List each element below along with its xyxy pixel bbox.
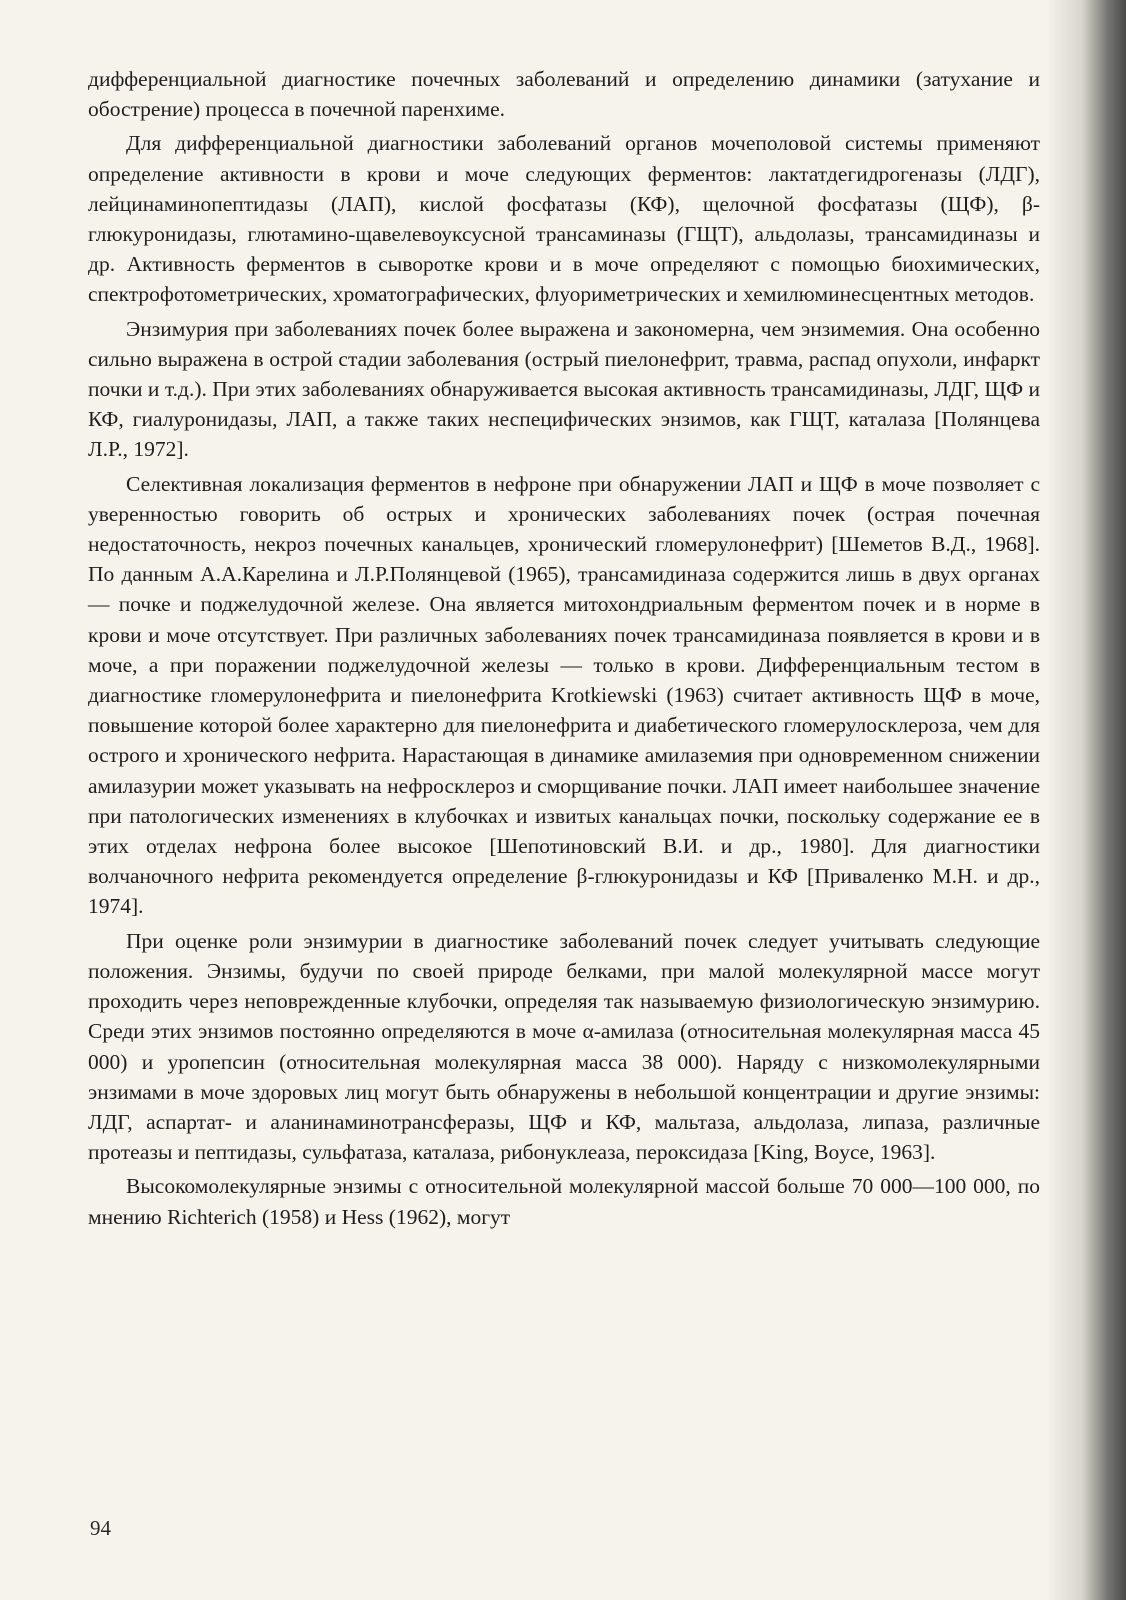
paragraph-assessment: При оценке роли энзимурии в диагностике заболеваний почек следует учитывать следующие положения. Энзимы, будучи по своей природе белками, при малой молекулярной массе могут проходить через неповрежденные клубочки, определяя так называемую физиологическую энзимурию. Среди этих энзимов постоянно определяются в моче α-амилаза (относительная молекулярная масса 45 000) и уропепсин (относительная молекулярная масса 38 000). Наряду с низкомолекулярными энзимами в моче здоровых лиц могут быть обнаружены в небольшой концентрации и другие энзимы: ЛДГ, аспартат- и аланинаминотрансферазы, ЩФ и КФ, мальтаза, альдолаза, липаза, различные протеазы и пептидазы, сульфатаза, каталаза, рибонуклеаза, пероксидаза [King, Boyce, 1963].: [88, 928, 1040, 1165]
binding-shadow: [1046, 0, 1126, 1600]
paragraph-high-molecular: Высокомолекулярные энзимы с относительной молекулярной массой больше 70 000—100 000, по мнению Richterich (1958) и Hess (1962), могут: [88, 1174, 1040, 1229]
paragraph-continuation: дифференциальной диагностике почечных заболеваний и определению динамики (затухание и обострение) процесса в почечной паренхиме.: [88, 67, 1040, 122]
paragraph-selective-localization: Селективная локализация ферментов в нефроне при обнаружении ЛАП и ЩФ в моче позволяет с уверенностью говорить об острых и хронических заболеваниях почек (острая почечная недостаточность, некроз почечных канальцев, хронический гломерулонефрит) [Шеметов В.Д., 1968]. По данным А.А.Карелина и Л.Р.Полянцевой (1965), трансамидиназа содержится лишь в двух органах — почке и поджелудочной железе. Она является митохондриальным ферментом почек и в норме в крови и моче отсутствует. При различных заболеваниях почек трансамидиназа появляется в крови и в моче, а при поражении поджелудочной железы — только в крови. Дифференциальным тестом в диагностике гломерулонефрита и пиелонефрита Krotkiewski (1963) считает активность ЩФ в моче, повышение которой более характерно для пиелонефрита и диабетического гломерулосклероза, чем для острого и хронического нефрита. Нарастающая в динамике амилаземия при одновременном снижении амилазурии может указывать на нефросклероз и сморщивание почки. ЛАП имеет наибольшее значение при патологических изменениях в клубочках и извитых канальцах почки, поскольку содержание ее в этих отделах нефрона более высокое [Шепотиновский В.И. и др., 1980]. Для диагностики волчаночного нефрита рекомендуется определение β-глюкуронидазы и КФ [Приваленко М.Н. и др., 1974].: [88, 471, 1040, 919]
body-text: [88, 64, 1040, 1236]
paragraph-enzymes-methods: Для дифференциальной диагностики заболеваний органов мочеполовой системы применяют определение активности в крови и моче следующих ферментов: лактатдегидрогеназы (ЛДГ), лейцинаминопептидазы (ЛАП), кислой фосфатазы (КФ), щелочной фосфатазы (ЩФ), β-глюкуронидазы, глютамино-щавелевоуксусной трансаминазы (ГЩТ), альдолазы, трансамидиназы и др. Активность ферментов в сыворотке крови и в моче определяют с помощью биохимических, спектрофотометрических, хроматографических, флуориметрических и хемилюминесцентных методов.: [88, 131, 1040, 307]
page-number: 94: [90, 1516, 111, 1540]
paragraph-enzymuria: Энзимурия при заболеваниях почек более выражена и закономерна, чем энзимемия. Она особенно сильно выражена в острой стадии заболевания (острый пиелонефрит, травма, распад опухоли, инфаркт почки и т.д.). При этих заболеваниях обнаруживается высокая активность трансамидиназы, ЛДГ, ЩФ и КФ, гиалуронидазы, ЛАП, а также таких неспецифических энзимов, как ГЩТ, каталаза [Полянцева Л.Р., 1972].: [88, 316, 1040, 462]
